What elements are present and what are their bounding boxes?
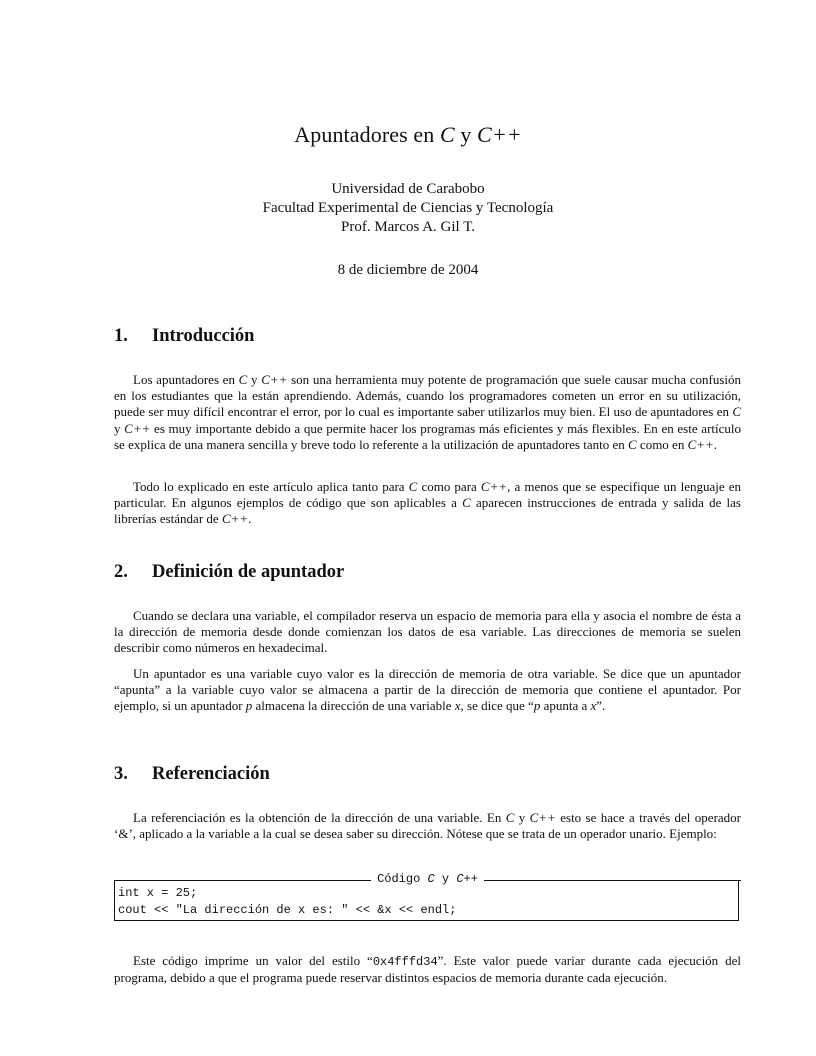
paragraph-intro-2: Todo lo explicado en este artículo aplica tanto para C como para C++, a menos que se especifique un lenguaje en particular. En algunos ejemplos de código que son aplicables a C aparecen instrucciones de entrada y salida de las librerías estándar de C++. (114, 479, 741, 527)
document-title: Apuntadores en C y C++ (294, 122, 522, 147)
university-name: Universidad de Carabobo (331, 181, 485, 197)
author-name: Prof. Marcos A. Gil T. (340, 219, 476, 235)
author-affiliation (0, 180, 816, 237)
section-heading-referenciacion: 3. Referenciación (114, 764, 270, 784)
code-line-1: int x = 25; (118, 886, 198, 900)
paragraph-definicion-2: Un apuntador es una variable cuyo valor es la dirección de memoria de otra variable. Se dice que un apuntador “apunta” a la variable cuyo valor se almacena a partir de la dirección de memoria que contiene el apuntador. Por ejemplo, si un apuntador p almacena la dirección de una variable x, se dice que “p apunta a x”. (114, 666, 741, 714)
paragraph-referenciacion-2: Este código imprime un valor del estilo “0x4fffd34”. Este valor puede variar durante cada ejecución del programa, debido a que el programa puede reservar distintos espacios de memoria durante cada ejecución. (114, 953, 741, 986)
paragraph-referenciacion-1: La referenciación es la obtención de la dirección de una variable. En C y C++ esto se hace a través del operador ‘&’, aplicado a la variable a la cual se desea saber su dirección. Nótese que se trata de un operador unario. Ejemplo: (114, 810, 741, 842)
paragraph-intro-1: Los apuntadores en C y C++ son una herramienta muy potente de programación que suele causar mucha confusión en los estudiantes que la están aprendiendo. Además, cuando los programadores cometen un error en su utilización, puede ser muy difícil encontrar el error, por lo cual es importante saber utilizarlos muy bien. El uso de apuntadores en C y C++ es muy importante debido a que permite hacer los programas más eficientes y más flexibles. En en este artículo se explica de una manera sencilla y breve todo lo referente a la utilización de apuntadores tanto en C como en C++. (114, 372, 742, 452)
code-line-2: cout << "La dirección de x es: " << &x << endl; (118, 903, 457, 917)
paragraph-definicion-1: Cuando se declara una variable, el compilador reserva un espacio de memoria para ella y asocia el nombre de ésta a la dirección de memoria desde donde comienzan los datos de esa variable. Las direcciones de memoria se suelen describir como números en hexadecimal. (114, 608, 741, 656)
document-date: 8 de diciembre de 2004 (337, 262, 479, 278)
code-listing-caption: Código C y C++ (114, 872, 741, 888)
faculty-name: Facultad Experimental de Ciencias y Tecnología (262, 200, 554, 216)
section-heading-introduccion: 1. Introducción (114, 326, 255, 346)
section-heading-definicion: 2. Definición de apuntador (114, 562, 345, 582)
